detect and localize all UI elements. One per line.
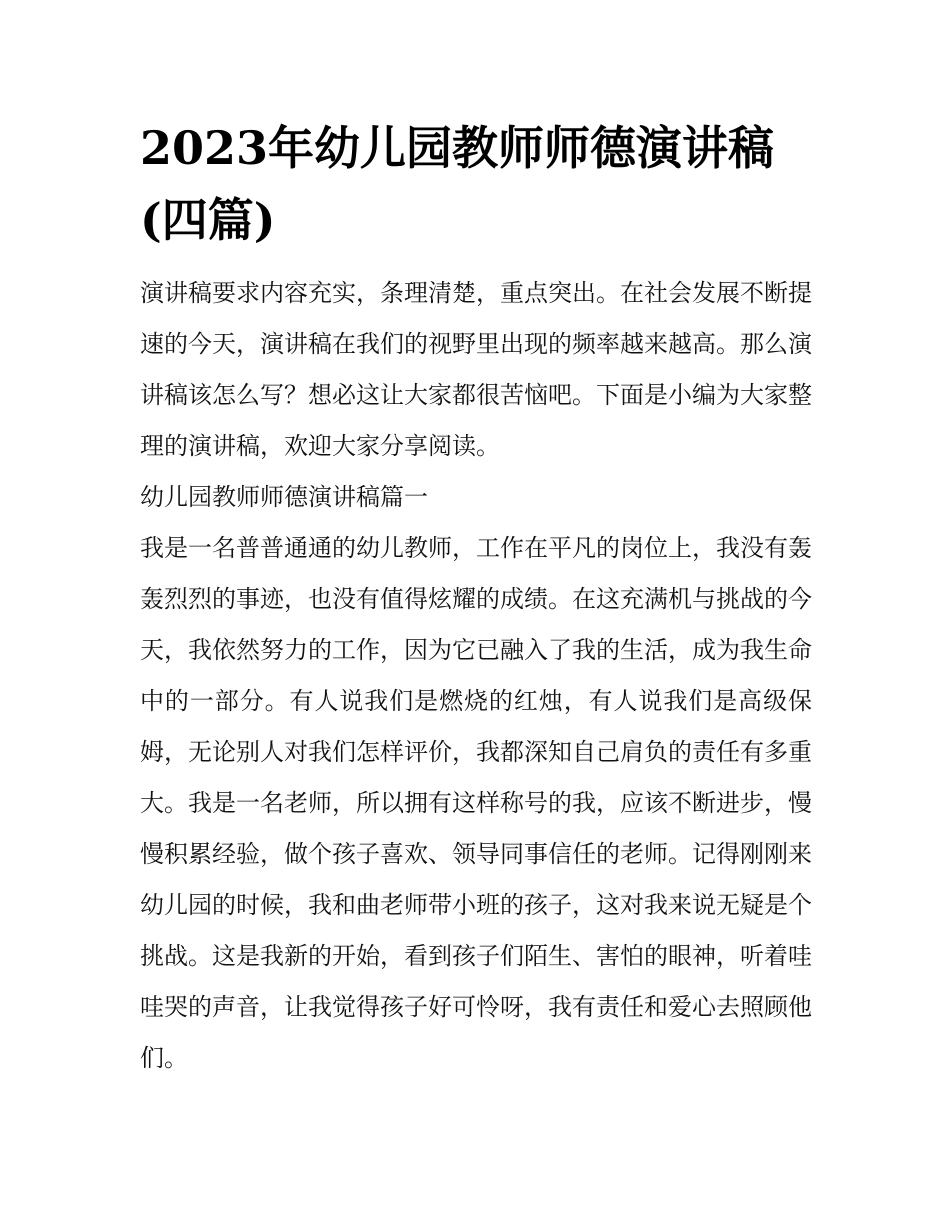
- document-content: [140, 112, 812, 1084]
- intro-paragraph: 演讲稿要求内容充实，条理清楚，重点突出。在社会发展不断提速的今天，演讲稿在我们的视野里出现的频率越来越高。那么演讲稿该怎么写？想必这让大家都很苦恼吧。下面是小编为大家整理的演讲稿，欢迎大家分享阅读。: [140, 279, 812, 460]
- section-paragraph: 我是一名普普通通的幼儿教师，工作在平凡的岗位上，我没有轰轰烈烈的事迹，也没有值得炫耀的成绩。在这充满机与挑战的今天，我依然努力的工作，因为它已融入了我的生活，成为我生命中的一部分。有人说我们是燃烧的红烛，有人说我们是高级保姆，无论别人对我们怎样评价，我都深知自己肩负的责任有多重大。我是一名老师，所以拥有这样称号的我，应该不断进步，慢慢积累经验，做个孩子喜欢、领导同事信任的老师。记得刚刚来幼儿园的时候，我和曲老师带小班的孩子，这对我来说无疑是个挑战。这是我新的开始，看到孩子们陌生、害怕的眼神，听着哇哇哭的声音，让我觉得孩子好可怜呀，我有责任和爱心去照顾他们。: [140, 534, 812, 1072]
- section-heading: 幼儿园教师师德演讲稿篇一: [140, 483, 428, 511]
- document-title: 2023年幼儿园教师师德演讲稿(四篇): [140, 121, 775, 247]
